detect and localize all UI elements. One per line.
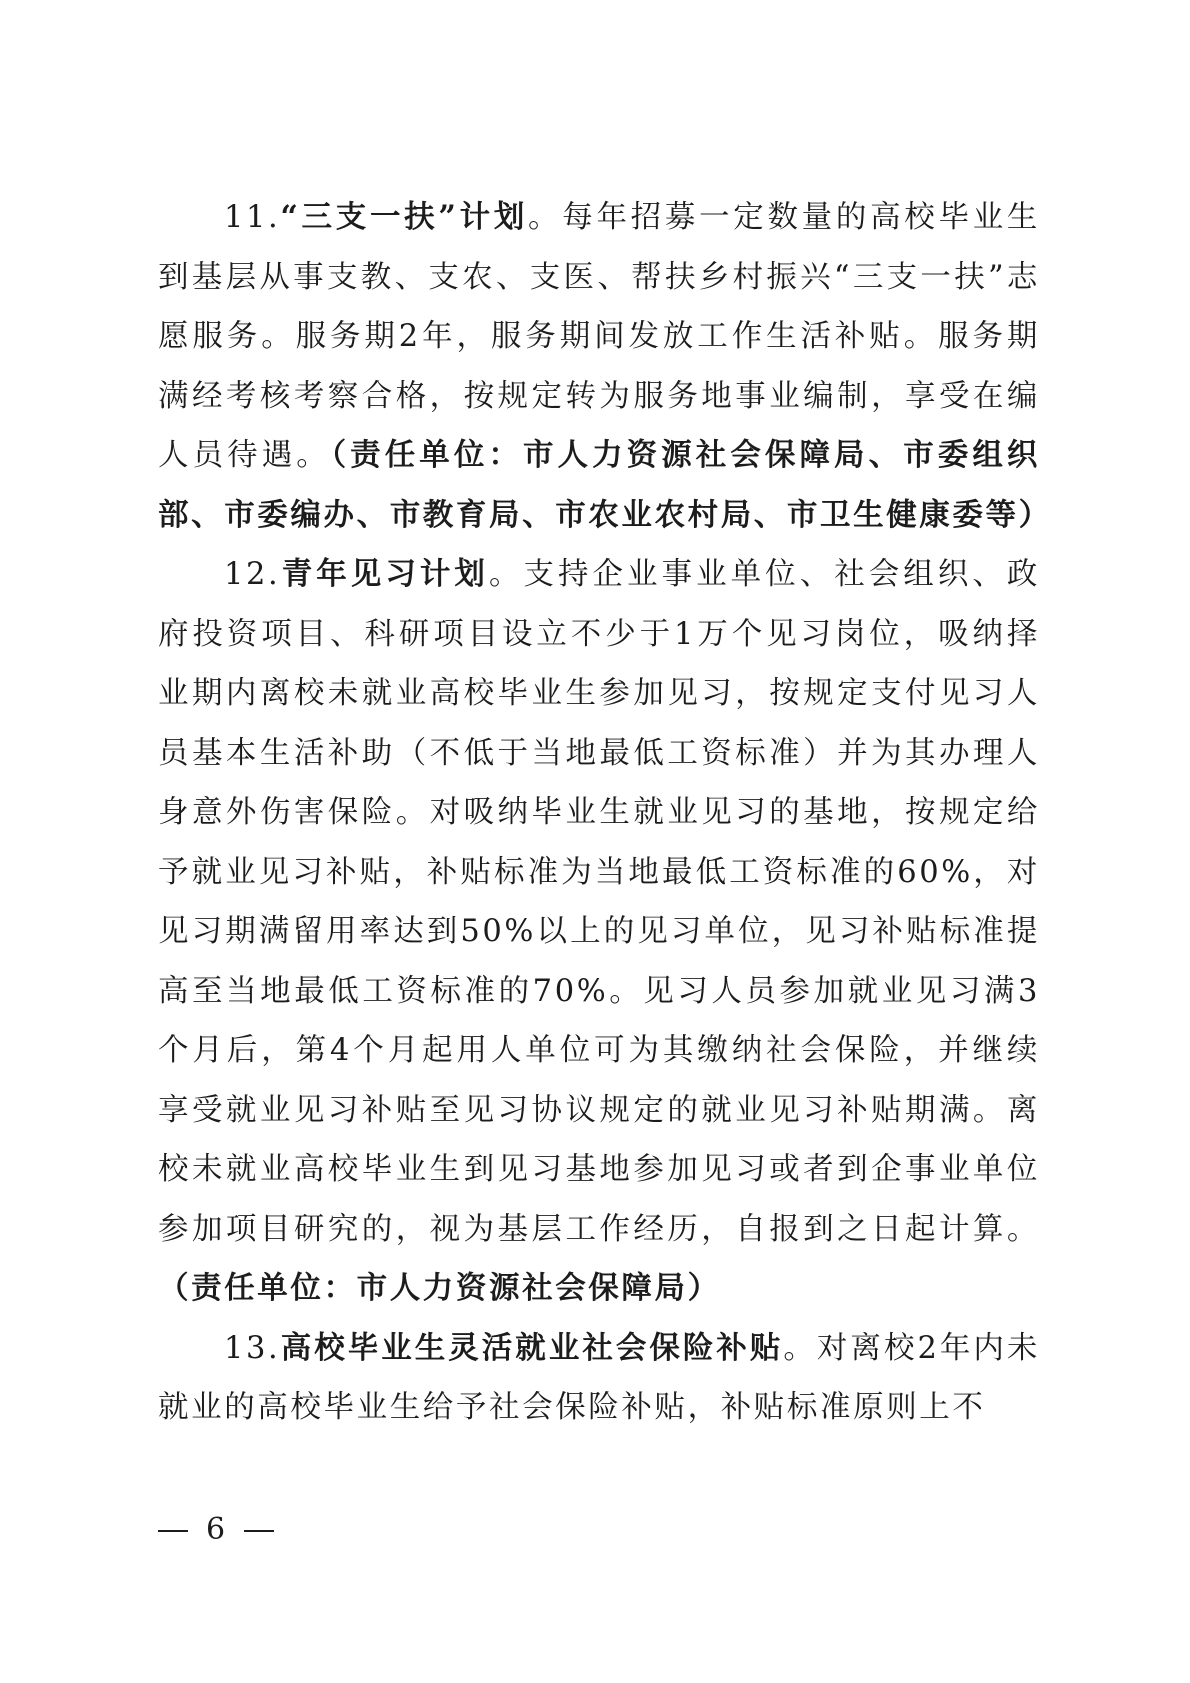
- footer-dash-left: [158, 1530, 188, 1532]
- item-number: 12.: [224, 557, 281, 592]
- item-body: 。对离校2年内未就业的高校毕业生给予社会保险补贴，补贴标准原则上不: [158, 1330, 1040, 1425]
- footer-dash-right: [244, 1530, 274, 1532]
- page-number: 6: [206, 1512, 227, 1547]
- item-responsible-units: （责任单位：市人力资源社会保障局）: [158, 1270, 721, 1306]
- item-responsible-units: （责任单位：市人力资源社会保障局、市委组织部、市委编办、市教育局、市农业农村局、市卫生健康委等）: [158, 437, 1052, 533]
- paragraph-item-12: [158, 545, 1040, 1319]
- item-body: 。支持企业事业单位、社会组织、政府投资项目、科研项目设立不少于1万个见习岗位，吸纳择业期内离校未就业高校毕业生参加见习，按规定支付见习人员基本生活补助（不低于当地最低工资标准）并为其办理人身意外伤害保险。对吸纳毕业生就业见习的基地，按规定给予就业见习补贴，补贴标准为当地最低工资标准的60%，对见习期满留用率达到50%以上的见习单位，见习补贴标准提高至当地最低工资标准的70%。见习人员参加就业见习满3个月后，第4个月起用人单位可为其缴纳社会保险，并继续享受就业见习补贴至见习协议规定的就业见习补贴期满。离校未就业高校毕业生到见习基地参加见习或者到企事业单位参加项目研究的，视为基层工作经历，自报到之日起计算。: [158, 557, 1040, 1247]
- page-footer: [158, 1510, 274, 1550]
- item-number: 13.: [224, 1330, 281, 1366]
- item-heading: 青年见习计划: [280, 556, 489, 592]
- paragraph-item-11: [158, 188, 1052, 545]
- document-body: [158, 188, 1052, 1438]
- item-body: 。每年招募一定数量的高校毕业生到基层从事支教、支农、支医、帮扶乡村振兴“三支一扶”志愿服务。服务期2年，服务期间发放工作生活补贴。服务期满经考核考察合格，按规定转为服务地事业编制，享受在编人员待遇。: [158, 200, 1041, 473]
- paragraph-item-13: [158, 1319, 1040, 1438]
- item-heading: 高校毕业生灵活就业社会保险补贴: [280, 1329, 784, 1366]
- item-number: 11.: [224, 200, 281, 235]
- item-heading: “三支一扶”计划: [280, 199, 529, 235]
